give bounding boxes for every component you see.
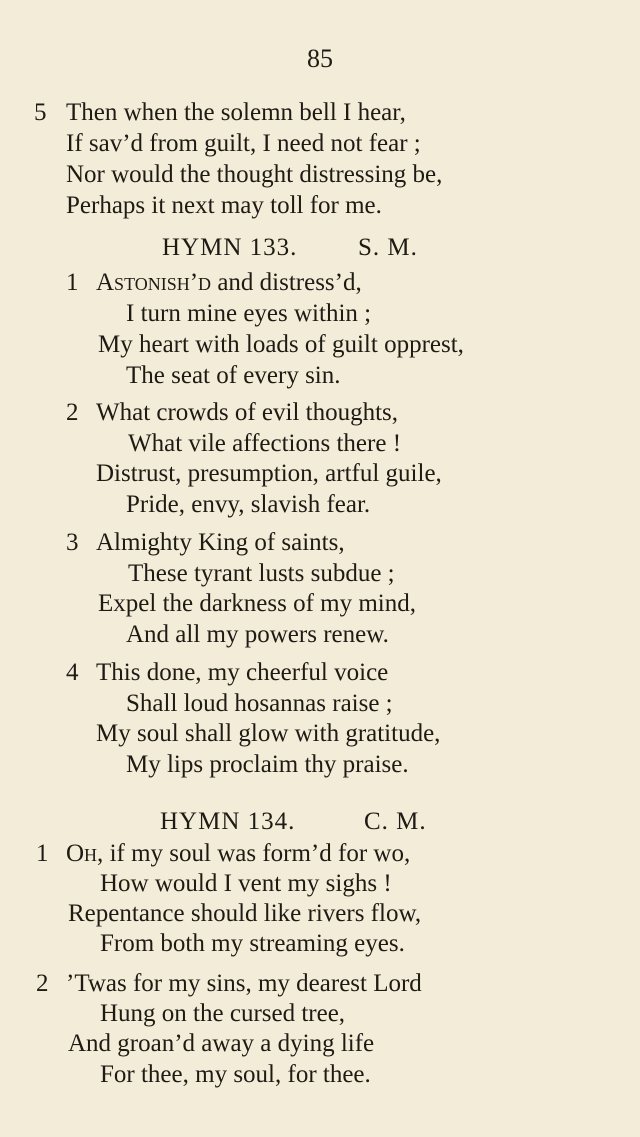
verse-first-word: Astonish’d: [96, 269, 212, 296]
verse-number: 4: [66, 659, 79, 686]
verse-line: And groan’d away a dying life: [68, 1030, 375, 1057]
verse-number: 5: [34, 99, 47, 126]
verse-first-rest: and distress’d,: [211, 269, 362, 296]
hymn-title: HYMN 134.: [160, 808, 296, 835]
verse-number: 2: [66, 399, 79, 426]
verse-line: From both my streaming eyes.: [100, 930, 405, 957]
verse-line: Almighty King of saints,: [96, 529, 345, 556]
verse-line: Pride, envy, slavish fear.: [126, 491, 371, 518]
verse-number: 1: [36, 840, 49, 867]
verse-line: ’Twas for my sins, my dearest Lord: [66, 970, 422, 997]
hymn-meter: S. M.: [358, 234, 418, 261]
verse-line: Distrust, presumption, artful guile,: [96, 460, 442, 487]
verse-first-line: [96, 270, 362, 295]
verse-line: Expel the darkness of my mind,: [98, 590, 416, 617]
page-number: 85: [307, 44, 333, 73]
verse-first-rest: if my soul was form’d for wo,: [103, 840, 411, 867]
verse-line: The seat of every sin.: [126, 362, 341, 389]
verse-line: Perhaps it next may toll for me.: [66, 192, 382, 219]
hymn-title: HYMN 133.: [162, 234, 298, 261]
verse-line: These tyrant lusts subdue ;: [128, 560, 395, 587]
verse-line: And all my powers renew.: [126, 621, 389, 648]
hymn-meter: C. M.: [364, 808, 427, 835]
verse-line: How would I vent my sighs !: [100, 870, 392, 897]
verse-line: For thee, my soul, for thee.: [100, 1061, 371, 1088]
verse-number: 1: [66, 269, 79, 296]
verse-line: Hung on the cursed tree,: [100, 1000, 346, 1027]
verse-line: What crowds of evil thoughts,: [96, 399, 399, 426]
verse-first-line: [66, 841, 410, 866]
verse-line: This done, my cheerful voice: [96, 659, 389, 686]
verse-line: My lips proclaim thy praise.: [126, 751, 409, 778]
verse-line: Then when the solemn bell I hear,: [66, 99, 406, 126]
verse-line: My soul shall glow with gratitude,: [96, 720, 441, 747]
verse-line: If sav’d from guilt, I need not fear ;: [66, 130, 421, 157]
verse-line: Repentance should like rivers flow,: [68, 900, 422, 927]
verse-number: 3: [66, 529, 79, 556]
verse-first-word: Oh,: [66, 840, 104, 867]
verse-line: My heart with loads of guilt opprest,: [98, 331, 464, 358]
verse-line: What vile affections there !: [128, 430, 402, 457]
verse-line: I turn mine eyes within ;: [126, 300, 372, 327]
verse-line: Nor would the thought distressing be,: [66, 161, 443, 188]
verse-number: 2: [36, 970, 49, 997]
verse-line: Shall loud hosannas raise ;: [126, 690, 393, 717]
